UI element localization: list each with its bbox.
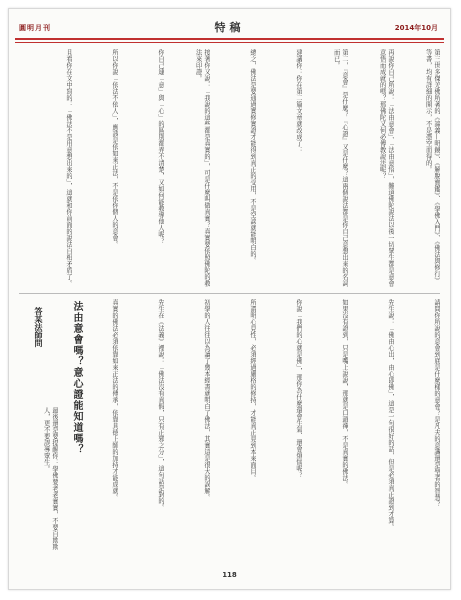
magazine-brand: 圓明月刊 — [19, 24, 51, 32]
article-column: 最後還是要提醒你：學佛要老老實實，不要自欺欺人，更不要誤導眾生。 — [42, 407, 58, 550]
article-body — [19, 49, 440, 559]
article-column: 請問你所說的意會到底是什麼樣的意會？是凡夫的意識還是聖者的智慧？ — [433, 299, 440, 507]
article-column: 第三世多傑羌佛所著的《諦義—明鏡》、《解脫寶鑑》、《學佛入門》、《佛法與修行》等書，均有詳細的開示，不是憑空而得的。 — [424, 49, 440, 284]
article-subtitle: 答某法師問 — [34, 307, 43, 347]
article-column: 且看你在文中寫的：「佛法不是用意想出來的」，這就和你前面的說法自相矛盾了。 — [65, 49, 72, 287]
block-divider — [19, 293, 440, 294]
article-column: 你自己連「意」與「心」的區別都弄不清楚，又如何能教導他人呢？ — [157, 49, 164, 244]
issue-date: 2014年10月 — [394, 24, 438, 32]
article-column: 如果沒有證到，只是嘴上說說，那就是口頭禪，不是真實的佛法。 — [341, 299, 348, 488]
article-column: 先生在《法義》裡說：「佛法沒有真假，只有正邪之分」，這句話是對的。 — [157, 299, 164, 511]
article-column: 總之，佛法是要通過實修實證才能得到真正的受用，不是空談就能明白的。 — [249, 49, 256, 264]
article-column: 初學的人往往以為讀了幾本經書就明白了佛法，其實這是很大的誤解。 — [203, 299, 210, 501]
article-column: 建議你：你在第二篇文章就改成了： — [295, 49, 302, 153]
section-title: 特稿 — [214, 21, 245, 34]
article-column: 你說「我們的心就是佛」，那你為什麼還會生氣、還會煩惱呢？ — [295, 299, 302, 478]
article-column: 第二，『意會』是什麼？『心證』又是什麼？這兩個說法都是你自己意想出來的名詞而已。 — [332, 49, 348, 287]
article-title: 法由意會嗎？意心證能知道嗎？ — [71, 301, 82, 455]
article-column: 所謂明心見性，必須經過嚴格的修持，才能真正見到本來面目。 — [249, 299, 256, 481]
magazine-page — [8, 8, 451, 590]
article-column: 先生說：「佛由心出，由心即佛」，這是一句很好的話，但是必須真正證到才算。 — [387, 299, 394, 530]
header-rule-thin — [15, 42, 444, 43]
article-column: 所以你說「依法不依人」，應該是依如來正法，不是依你個人的意會。 — [111, 49, 118, 248]
article-column: 接著你又說：「我說的這些都是真實的」，可是什麼叫做真實？真實要依照佛陀的教法來印證。 — [194, 49, 210, 287]
header-rule — [15, 38, 444, 40]
page-number: 118 — [222, 571, 237, 579]
article-column: 真實的佛法必須依靠如來正法的傳承，依靠具德上師的加持才能成就。 — [111, 299, 118, 501]
page-header — [9, 9, 450, 45]
article-column: 再說你自己所說：「法由意會」、「法由意悟」，難道佛陀說法以後一切眾生都是意會意悟而成就的嗎？那佛陀又何必傳教說法呢？ — [378, 49, 394, 287]
